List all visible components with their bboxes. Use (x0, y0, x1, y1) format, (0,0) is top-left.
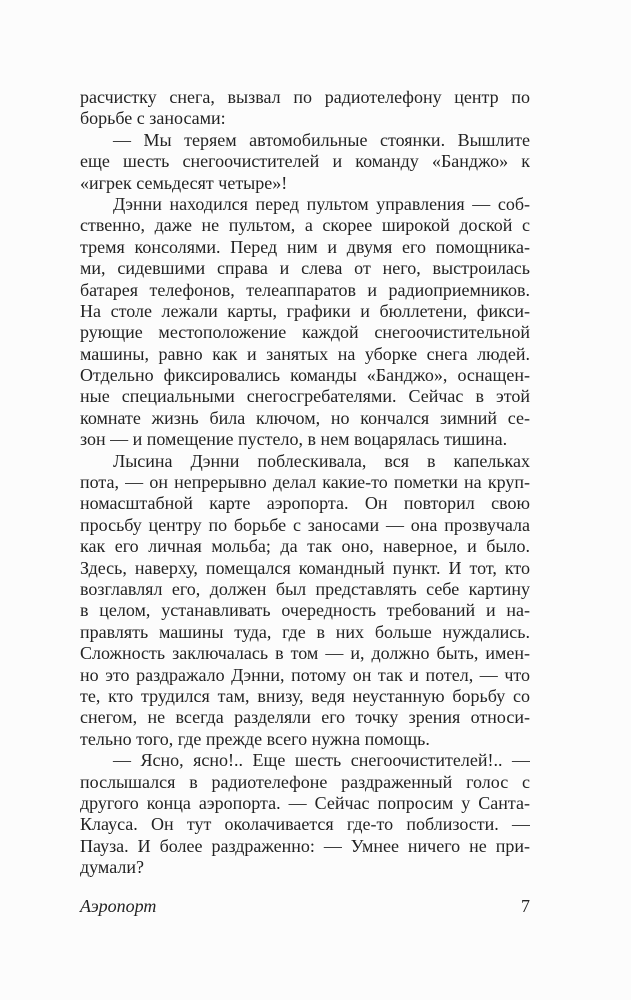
text-line: — Мы теряем автомобильные стоянки. Вышлите (113, 129, 530, 150)
text-line: Здесь, наверху, помещался командный пункт. И тот, кто (80, 557, 530, 578)
text-line: в целом, устанавливать очередность требований и на- (80, 600, 530, 621)
text-line: тремя консолями. Перед ним и двумя его помощника- (80, 236, 530, 257)
text-line: комнате жизнь била ключом, но кончался зимний се- (80, 407, 530, 428)
text-line: возглавлял его, должен был представлять себе картину (80, 578, 530, 599)
text-line: но это раздражало Дэнни, потому он так и потел, — что (80, 664, 530, 685)
text-line: Дэнни находился перед пультом управления — соб- (113, 193, 530, 214)
text-line: другого конца аэропорта. — Сейчас попросим у Санта- (80, 792, 530, 813)
text-line: еще шесть снегоочистителей и команду «Банджо» к (80, 151, 530, 172)
text-line: как его личная мольба; да так оно, наверное, и было. (80, 536, 530, 557)
text-line: Сложность заключалась в том — и, должно быть, имен- (80, 643, 530, 664)
running-title: Аэропорт (80, 896, 157, 916)
text-line: — Ясно, ясно!.. Еще шесть снегоочистителей!.. — (113, 750, 530, 771)
text-line: думали? (80, 857, 144, 878)
text-line: те, кто трудился там, внизу, ведя неустанную борьбу со (80, 685, 530, 706)
paragraph (80, 87, 530, 130)
text-line: номасштабной карте аэропорта. Он повторил свою (80, 493, 530, 514)
paragraph (80, 194, 530, 451)
text-line: расчистку снега, вызвал по радиотелефону центр по (80, 87, 530, 107)
text-line: снегом, не всегда разделяли его точку зрения относи- (80, 707, 530, 728)
text-line: послышался в радиотелефоне раздраженный голос с (80, 771, 530, 792)
text-line: ми, сидевшими справа и слева от него, выстроилась (80, 258, 530, 279)
text-line: борьбе с заносами: (80, 108, 226, 129)
text-line: На столе лежали карты, графики и бюллетени, фикси- (80, 300, 530, 321)
text-line: пота, — он непрерывно делал какие-то пометки на круп- (80, 472, 530, 493)
text-line: Клауса. Он тут околачивается где-то поблизости. — (80, 814, 530, 835)
text-line: Пауза. И более раздраженно: — Умнее ничего не при- (80, 835, 530, 856)
text-line: ные специальными снегосгребателями. Сейчас в этой (80, 386, 530, 407)
text-line: батарея телефонов, телеаппаратов и радиоприемников. (80, 279, 530, 300)
paragraph (80, 451, 530, 750)
text-line: тельно того, где прежде всего нужна помощь. (80, 728, 430, 749)
text-line: машины, равно как и занятых на уборке снега людей. (80, 343, 530, 364)
text-line: правлять машины туда, где в них больше нуждались. (80, 621, 530, 642)
text-line: «игрек семьдесят четыре»! (80, 172, 288, 193)
text-line: просьбу центру по борьбе с заносами — она прозвучала (80, 514, 530, 535)
paragraph (80, 750, 530, 878)
text-line: зон — и помещение пустело, в нем воцарялась тишина. (80, 429, 508, 450)
paragraph (80, 130, 530, 194)
page-text (80, 87, 530, 878)
page-number: 7 (521, 896, 530, 916)
text-line: Лысина Дэнни поблескивала, вся в капельках (113, 450, 530, 471)
text-line: ственно, даже не пультом, а скорее широкой доской с (80, 215, 530, 236)
page-footer (80, 896, 530, 917)
text-line: рующие местоположение каждой снегоочистительной (80, 322, 530, 343)
text-line: Отдельно фиксировались команды «Банджо», оснащен- (80, 365, 530, 386)
